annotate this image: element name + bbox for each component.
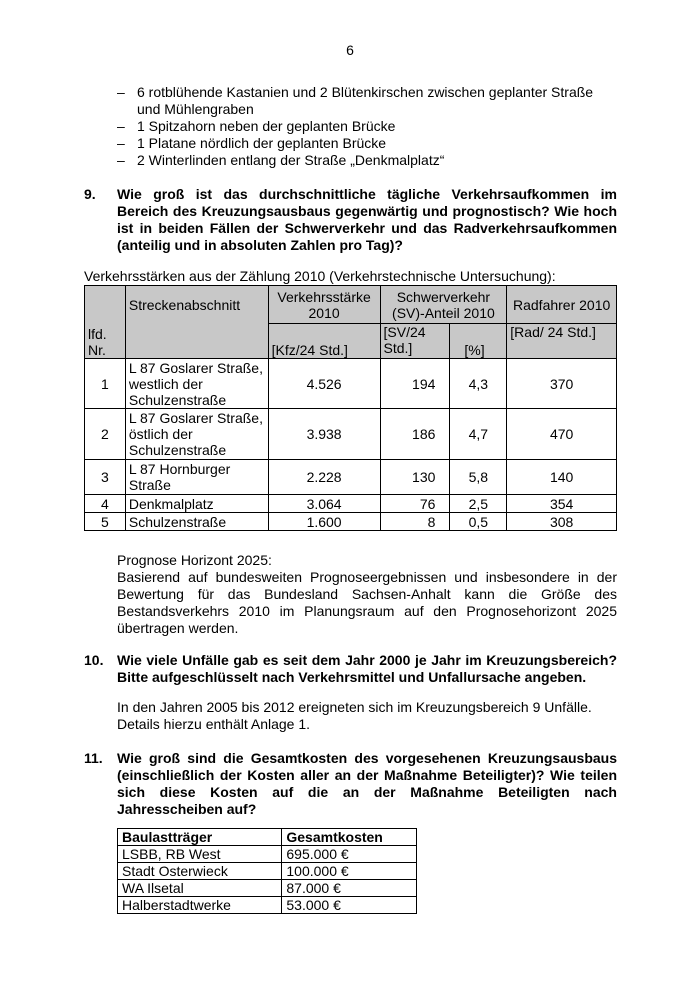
cell-sv: 76 (380, 495, 450, 513)
header-total: Gesamtkosten (282, 829, 417, 846)
cell-nr: 1 (85, 359, 126, 409)
cell-sv: 186 (380, 409, 450, 460)
cell-pct: 2,5 (450, 495, 507, 513)
table-row (118, 880, 417, 897)
cell-section: L 87 Goslarer Straße, östlich der Schulzenstraße (125, 409, 268, 460)
list-item: – 1 Platane nördlich der geplanten Brücke (117, 135, 617, 152)
header-volume: Verkehrsstärke 2010 (268, 286, 380, 324)
question-number: 9. (84, 186, 96, 202)
cell-pct: 5,8 (450, 460, 507, 495)
prognosis-text: Basierend auf bundesweiten Prognoseergebnissen und insbesondere in der Bewertung für das Bundesland Sachsen-Anhalt kann die Größe des Bestandsverkehrs 2010 im Planungsraum auf den Prognosehorizont 2025 übertragen werden. (117, 569, 617, 636)
header-bikes-unit: [Rad/ 24 Std.] (507, 324, 617, 359)
cell-rad: 308 (507, 513, 617, 531)
table-caption: Verkehrsstärken aus der Zählung 2010 (Verkehrstechnische Untersuchung): (84, 268, 556, 284)
cell-nr: 3 (85, 460, 126, 495)
table-row (118, 846, 417, 863)
cell-party: Stadt Osterwieck (118, 863, 282, 880)
cell-total: 100.000 € (282, 863, 417, 880)
header-bikes: Radfahrer 2010 (507, 286, 617, 324)
cell-section: L 87 Hornburger Straße (125, 460, 268, 495)
cell-sv: 194 (380, 359, 450, 409)
list-item: – 2 Winterlinden entlang der Straße „Denkmalplatz“ (117, 152, 617, 169)
list-item: – 6 rotblühende Kastanien und 2 Blütenkirschen zwischen geplanter Straße und Mühlengraben (117, 84, 617, 118)
cell-pct: 4,7 (450, 409, 507, 460)
table-row (85, 359, 617, 409)
cell-kfz: 4.526 (268, 359, 380, 409)
table-row (118, 863, 417, 880)
cell-sv: 130 (380, 460, 450, 495)
header-heavy-unit: [SV/24 Std.] (380, 324, 450, 359)
cell-party: WA Ilsetal (118, 880, 282, 897)
question-9 (84, 186, 617, 254)
cell-nr: 5 (85, 513, 126, 531)
table-row (85, 460, 617, 495)
cell-nr: 2 (85, 409, 126, 460)
header-nr: lfd. Nr. (85, 286, 126, 359)
table-row (85, 513, 617, 531)
cell-sv: 8 (380, 513, 450, 531)
header-heavy-pct: [%] (450, 324, 507, 359)
question-text: Wie groß ist das durchschnittliche tägliche Verkehrsaufkommen im Bereich des Kreuzungsausbaus gegenwärtig und prognostisch? Wie hoch ist in beiden Fällen der Schwerverkehr und das Radverkehrsaufkommen (anteilig und in absoluten Zahlen pro Tag)? (117, 186, 617, 253)
question-10 (84, 652, 617, 686)
cost-table (117, 828, 417, 914)
answer-10: In den Jahren 2005 bis 2012 ereigneten sich im Kreuzungsbereich 9 Unfälle. Details hierzu enthält Anlage 1. (117, 699, 592, 732)
cell-party: Halberstadtwerke (118, 897, 282, 914)
cell-party: LSBB, RB West (118, 846, 282, 863)
cell-section: Schulzenstraße (125, 513, 268, 531)
cell-pct: 4,3 (450, 359, 507, 409)
cell-rad: 140 (507, 460, 617, 495)
cell-pct: 0,5 (450, 513, 507, 531)
cell-kfz: 1.600 (268, 513, 380, 531)
cell-kfz: 2.228 (268, 460, 380, 495)
header-party: Baulastträger (118, 829, 282, 846)
cell-kfz: 3.938 (268, 409, 380, 460)
cell-section: Denkmalplatz (125, 495, 268, 513)
cell-total: 695.000 € (282, 846, 417, 863)
prognosis-heading: Prognose Horizont 2025: (117, 552, 272, 568)
traffic-table (84, 285, 617, 531)
cell-total: 53.000 € (282, 897, 417, 914)
cell-rad: 470 (507, 409, 617, 460)
question-number: 10. (84, 652, 104, 668)
question-text: Wie groß sind die Gesamtkosten des vorgesehenen Kreuzungsausbaus (einschließlich der Kosten aller an der Maßnahme Beteiligter)? Wie teilen sich diese Kosten auf die an der Maßnahme Beteiligten nach Jahresscheiben auf? (117, 750, 617, 817)
list-item: – 1 Spitzahorn neben der geplanten Brücke (117, 118, 617, 135)
cell-nr: 4 (85, 495, 126, 513)
cell-kfz: 3.064 (268, 495, 380, 513)
header-volume-unit: [Kfz/24 Std.] (268, 324, 380, 359)
question-11 (84, 750, 617, 818)
table-row (118, 897, 417, 914)
question-text: Wie viele Unfälle gab es seit dem Jahr 2000 je Jahr im Kreuzungsbereich? Bitte aufgeschlüsselt nach Verkehrsmittel und Unfallursache angeben. (117, 652, 617, 685)
question-number: 11. (84, 750, 103, 766)
cell-rad: 370 (507, 359, 617, 409)
header-heavy: Schwerverkehr (SV)-Anteil 2010 (380, 286, 507, 324)
tree-list (117, 84, 617, 169)
cell-total: 87.000 € (282, 880, 417, 897)
table-row (85, 495, 617, 513)
header-section: Streckenabschnitt (125, 286, 268, 359)
cell-rad: 354 (507, 495, 617, 513)
page-number: 6 (346, 42, 354, 58)
cell-section: L 87 Goslarer Straße, westlich der Schulzenstraße (125, 359, 268, 409)
table-row (85, 409, 617, 460)
